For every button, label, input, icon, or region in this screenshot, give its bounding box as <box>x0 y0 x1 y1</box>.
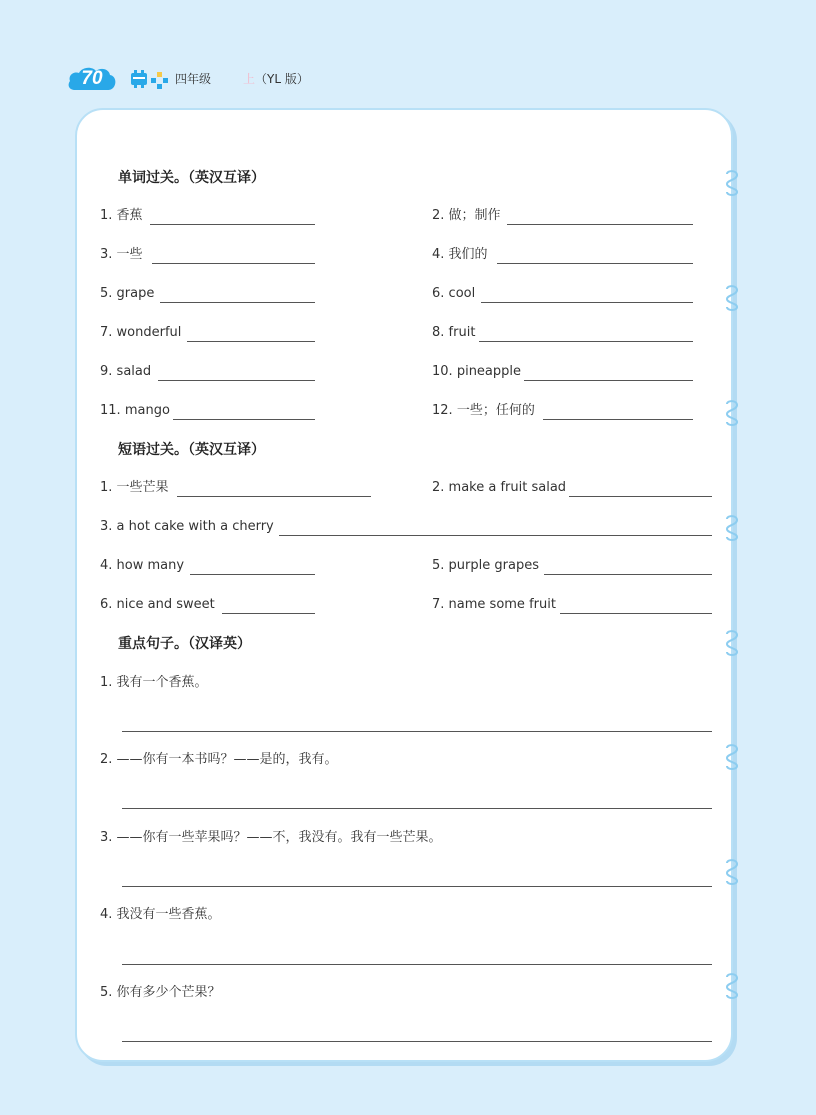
vocab-item: 4. 我们的 <box>432 247 488 262</box>
answer-blank[interactable] <box>479 341 693 342</box>
answer-blank[interactable] <box>560 613 712 614</box>
page-number: 70 <box>81 68 103 89</box>
answer-line[interactable] <box>122 808 712 809</box>
sentence-item: 5. 你有多少个芒果？ <box>100 985 221 1000</box>
answer-blank[interactable] <box>173 419 315 420</box>
phrase-item: 6. nice and sweet <box>100 597 215 612</box>
phrase-item: 3. a hot cake with a cherry <box>100 519 274 534</box>
binder-ring-icon <box>723 628 747 658</box>
volume-label: 上 <box>243 72 256 86</box>
binder-ring-icon <box>723 513 747 543</box>
phrase-item: 7. name some fruit <box>432 597 556 612</box>
vocab-item: 7. wonderful <box>100 325 182 340</box>
phrases-section-title: 短语过关。（英汉互译） <box>118 442 265 458</box>
answer-blank[interactable] <box>279 535 712 536</box>
answer-line[interactable] <box>122 886 712 887</box>
binder-rings <box>720 0 750 1115</box>
binder-ring-icon <box>723 283 747 313</box>
page-number-badge <box>67 66 117 92</box>
answer-line[interactable] <box>122 964 712 965</box>
answer-blank[interactable] <box>187 341 315 342</box>
answer-blank[interactable] <box>497 263 693 264</box>
edition-label <box>243 70 309 87</box>
binder-ring-icon <box>723 742 747 772</box>
answer-blank[interactable] <box>481 302 693 303</box>
phrase-item: 5. purple grapes <box>432 558 539 573</box>
publisher-logo-icon <box>129 68 171 92</box>
answer-blank[interactable] <box>222 613 315 614</box>
sentence-item: 1. 我有一个香蕉。 <box>100 675 208 690</box>
answer-blank[interactable] <box>190 574 315 575</box>
answer-blank[interactable] <box>150 224 315 225</box>
answer-blank[interactable] <box>177 496 371 497</box>
binder-ring-icon <box>723 971 747 1001</box>
vocab-item: 8. fruit <box>432 325 476 340</box>
grade-label: 四年级 <box>175 72 212 86</box>
phrase-item: 4. how many <box>100 558 185 573</box>
sentence-item: 2. ——你有一本书吗？——是的，我有。 <box>100 752 338 767</box>
vocab-item: 5. grape <box>100 286 155 301</box>
vocab-item: 9. salad <box>100 364 152 379</box>
phrase-item: 2. make a fruit salad <box>432 480 567 495</box>
answer-blank[interactable] <box>544 574 712 575</box>
sentence-item: 4. 我没有一些香蕉。 <box>100 907 221 922</box>
answer-blank[interactable] <box>160 302 315 303</box>
vocab-item: 11. mango <box>100 403 170 418</box>
sentences-section-title: 重点句子。（汉译英） <box>118 636 251 652</box>
vocab-item: 1. 香蕉 <box>100 208 143 223</box>
vocab-section-title: 单词过关。（英汉互译） <box>118 170 265 186</box>
answer-blank[interactable] <box>507 224 693 225</box>
vocab-item: 2. 做；制作 <box>432 208 501 223</box>
answer-blank[interactable] <box>569 496 712 497</box>
answer-blank[interactable] <box>543 419 693 420</box>
vocab-item: 3. 一些 <box>100 247 143 262</box>
vocab-item: 6. cool <box>432 286 476 301</box>
answer-blank[interactable] <box>524 380 693 381</box>
answer-line[interactable] <box>122 731 712 732</box>
page-header <box>67 64 367 94</box>
vocab-item: 10. pineapple <box>432 364 522 379</box>
binder-ring-icon <box>723 168 747 198</box>
edition-name: （YL 版） <box>255 72 309 86</box>
phrase-item: 1. 一些芒果 <box>100 480 169 495</box>
answer-line[interactable] <box>122 1041 712 1042</box>
answer-blank[interactable] <box>152 263 315 264</box>
vocab-item: 12. 一些；任何的 <box>432 403 535 418</box>
binder-ring-icon <box>723 857 747 887</box>
binder-ring-icon <box>723 398 747 428</box>
sentence-item: 3. ——你有一些苹果吗？——不，我没有。我有一些芒果。 <box>100 830 442 845</box>
answer-blank[interactable] <box>158 380 315 381</box>
